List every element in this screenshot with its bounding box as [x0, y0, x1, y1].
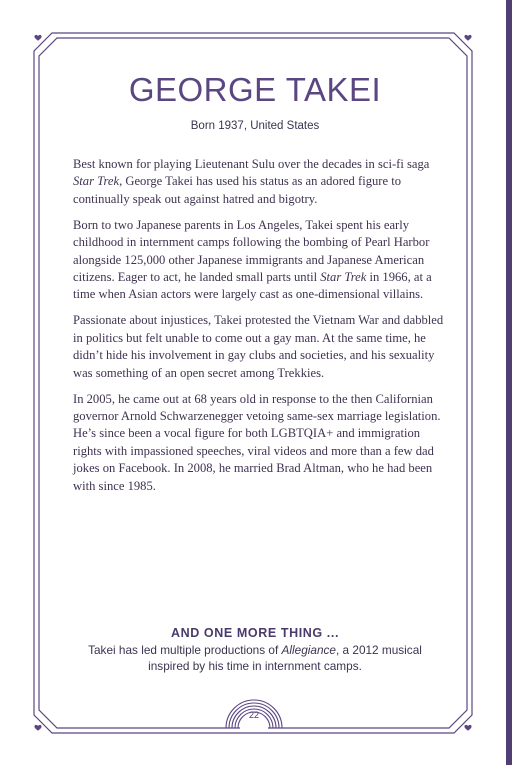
biography-text [73, 156, 445, 504]
paragraph-1 [73, 156, 445, 208]
text-run: Best known for playing Lieutenant Sulu over the decades in sci-fi saga [73, 157, 430, 171]
page-number: 22 [248, 710, 259, 720]
text-run: , George Takei has used his status as an adored figure to continually speak out against hatred and bigotry. [73, 174, 402, 206]
italic-title: Star Trek [320, 270, 367, 285]
birth-info: Born 1937, United States [190, 120, 320, 132]
italic-title: Star Trek [73, 174, 120, 189]
text-run: in 1966, at a time when Asian actors were largely cast as one-dimensional villains. [73, 270, 432, 302]
heart-icon [464, 35, 471, 41]
paragraph-3: Passionate about injustices, Takei protested the Vietnam War and dabbled in politics but felt unable to come out a gay man. At the same time, he didn’t hide his involvement in gay clubs and societies, and his sexuality was something of an open secret among Trekkies. [73, 313, 444, 380]
heart-icon [34, 35, 41, 41]
text-run: , a 2012 musical inspired by his time in internment camps. [148, 643, 422, 673]
page-title: GEORGE TAKEI [128, 71, 382, 108]
one-more-thing-heading: AND ONE MORE THING ... [170, 626, 340, 640]
one-more-thing-text [70, 642, 440, 674]
heart-icon [464, 725, 471, 731]
text-run: Takei has led multiple productions of [88, 643, 282, 657]
text-run: Born to two Japanese parents in Los Angeles, Takei spent his early childhood in internment camps following the bombing of Pearl Harbor alongside 125,000 other Japanese immigrants and Japanese American citizens. Eager to act, he landed small parts until [73, 217, 430, 285]
paragraph-2 [73, 217, 445, 304]
italic-title: Allegiance [281, 643, 336, 657]
heart-icon [34, 725, 41, 731]
paragraph-4: In 2005, he came out at 68 years old in response to the then Californian governor Arnold Schwarzenegger vetoing same-sex marriage legislation. He’s since been a vocal figure for both LGBTQIA+ and immigration rights with impassioned speeches, viral videos and more than a few dad jokes on Facebook. In 2008, he married Brad Altman, who he had been with since 1985. [73, 391, 441, 493]
